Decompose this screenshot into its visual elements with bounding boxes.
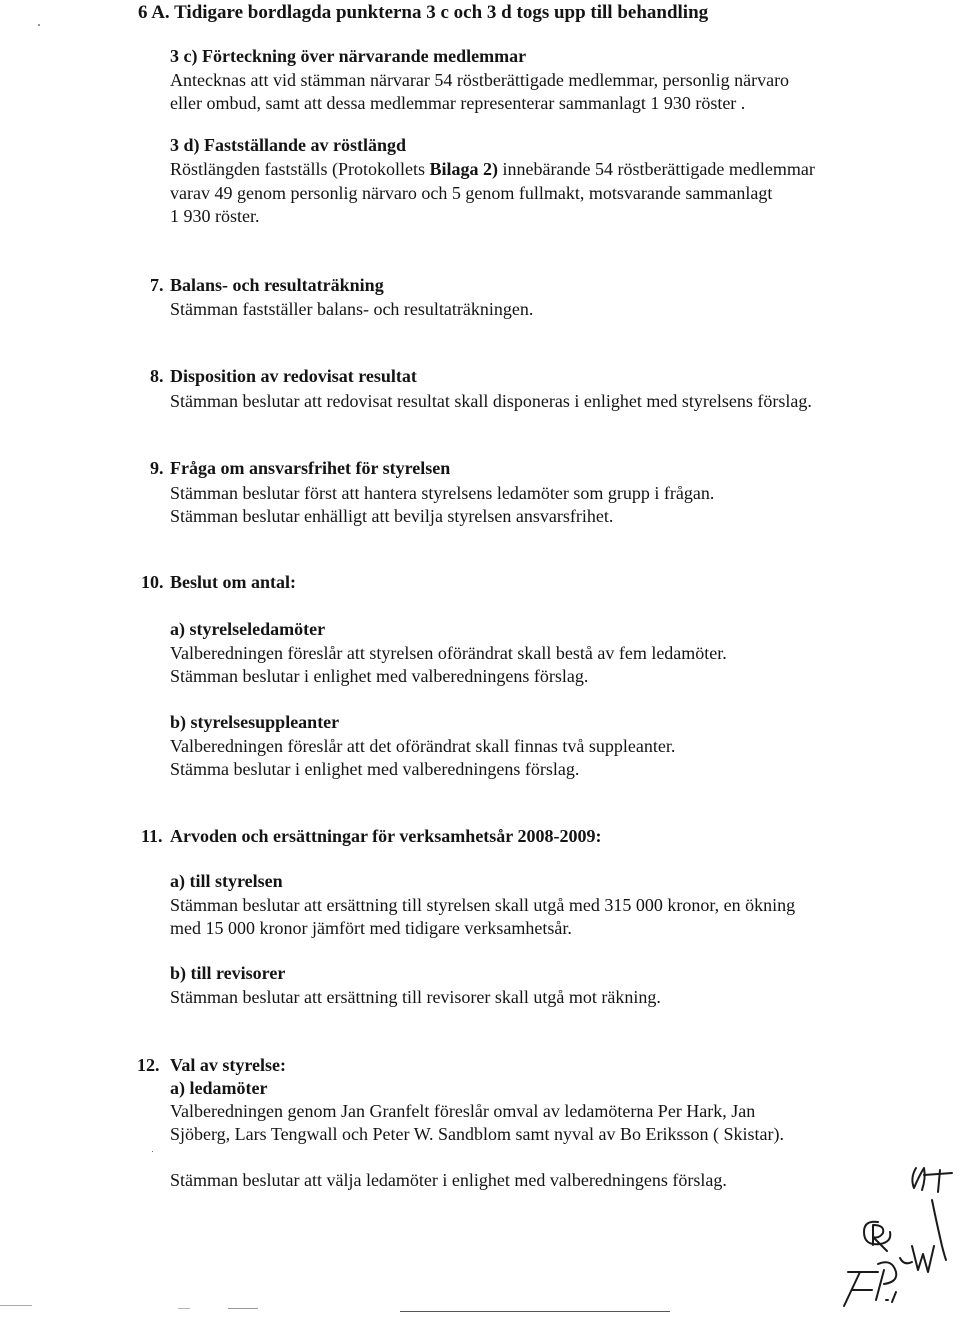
- section-10b-line: Valberedningen föreslår att det oförändrat skall finnas två suppleanter.: [170, 736, 676, 756]
- section-10-title: Beslut om antal:: [170, 572, 296, 592]
- section-12a-line: Valberedningen genom Jan Granfelt föreslår omval av ledamöterna Per Hark, Jan: [170, 1101, 756, 1121]
- section-3d-line: 1 930 röster.: [170, 206, 260, 226]
- section-12-title: Val av styrelse:: [170, 1055, 286, 1075]
- section-10b-title: b) styrelsesuppleanter: [170, 712, 340, 732]
- section-10-number: 10.: [141, 572, 164, 592]
- section-8-number: 8.: [150, 366, 164, 386]
- section-11-title: Arvoden och ersättningar för verksamhetsår 2008-2009:: [170, 826, 602, 846]
- attachment-reference: Bilaga 2): [429, 159, 498, 179]
- section-11b-title: b) till revisorer: [170, 963, 286, 983]
- section-heading-6a: 6 A. Tidigare bordlagda punkterna 3 c och 3 d togs upp till behandling: [138, 2, 709, 23]
- section-11a-line: med 15 000 kronor jämfört med tidigare verksamhetsår.: [170, 918, 572, 938]
- section-10a-line: Stämman beslutar i enlighet med valberedningens förslag.: [170, 666, 589, 686]
- section-11-number: 11.: [141, 826, 163, 846]
- section-12-number: 12.: [137, 1055, 160, 1075]
- section-11b-line: Stämman beslutar att ersättning till revisorer skall utgå mot räkning.: [170, 987, 661, 1007]
- section-3d-title: 3 d) Fastställande av röstlängd: [170, 135, 407, 155]
- section-7-number: 7.: [150, 275, 164, 295]
- section-7-title: Balans- och resultaträkning: [170, 275, 384, 295]
- section-12a-title: a) ledamöter: [170, 1078, 268, 1098]
- section-9-line: Stämman beslutar först att hantera styrelsens ledamöter som grupp i frågan.: [170, 483, 715, 503]
- section-11a-title: a) till styrelsen: [170, 871, 283, 891]
- section-9-line: Stämman beslutar enhälligt att bevilja styrelsen ansvarsfrihet.: [170, 506, 614, 526]
- section-9-title: Fråga om ansvarsfrihet för styrelsen: [170, 458, 451, 478]
- section-8-line: Stämman beslutar att redovisat resultat skall disponeras i enlighet med styrelsens förslag.: [170, 391, 812, 411]
- section-7-line: Stämman fastställer balans- och resultaträkningen.: [170, 299, 534, 319]
- section-8-title: Disposition av redovisat resultat: [170, 366, 417, 386]
- section-3d-text: innebärande 54 röstberättigade medlemmar: [498, 159, 815, 179]
- section-3c-line: Antecknas att vid stämman närvarar 54 röstberättigade medlemmar, personlig närvaro: [170, 70, 790, 90]
- section-3d-text: Röstlängden fastställs (Protokollets: [170, 159, 430, 179]
- section-3d-line: varav 49 genom personlig närvaro och 5 genom fullmakt, motsvarande sammanlagt: [170, 183, 773, 203]
- section-10a-title: a) styrelseledamöter: [170, 619, 326, 639]
- section-12a-line: Stämman beslutar att välja ledamöter i enlighet med valberedningens förslag.: [170, 1170, 727, 1190]
- section-11a-line: Stämman beslutar att ersättning till styrelsen skall utgå med 315 000 kronor, en ökning: [170, 895, 796, 915]
- section-3c-line: eller ombud, samt att dessa medlemmar representerar sammanlagt 1 930 röster .: [170, 93, 746, 113]
- section-10b-line: Stämma beslutar i enlighet med valberedningens förslag.: [170, 759, 580, 779]
- section-9-number: 9.: [150, 458, 164, 478]
- section-3c-title: 3 c) Förteckning över närvarande medlemmar: [170, 46, 527, 66]
- section-12a-line: Sjöberg, Lars Tengwall och Peter W. Sandblom samt nyval av Bo Eriksson ( Skistar).: [170, 1124, 785, 1144]
- section-10a-line: Valberedningen föreslår att styrelsen oförändrat skall bestå av fem ledamöter.: [170, 643, 727, 663]
